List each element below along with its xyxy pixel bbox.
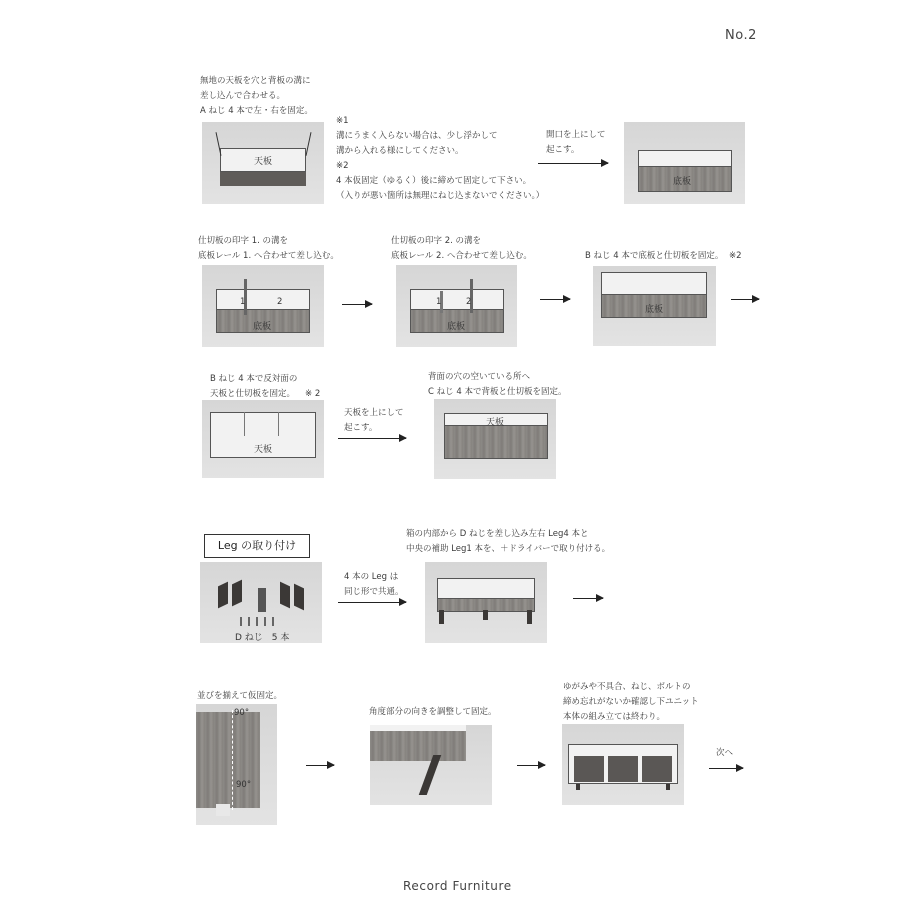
text-line: 本体の組み立ては終わり。 bbox=[563, 712, 666, 722]
page-number: No.2 bbox=[725, 28, 757, 43]
divider-line bbox=[244, 412, 245, 436]
step4-note: ※2 bbox=[729, 251, 742, 261]
finished-unit-photo bbox=[562, 724, 684, 805]
leg-part bbox=[280, 582, 290, 609]
next-label: 次へ bbox=[716, 748, 734, 758]
step5-text bbox=[210, 372, 297, 402]
brand-footer: Record Furniture bbox=[403, 879, 512, 893]
arrow-icon bbox=[573, 598, 603, 599]
screw bbox=[256, 617, 258, 626]
raise-line: 起こす。 bbox=[546, 145, 580, 155]
step1-instruction-line: A ねじ 4 本で左・右を固定。 bbox=[200, 106, 313, 116]
text-line: 底板レール 2. へ合わせて差し込む。 bbox=[391, 251, 532, 261]
leg-part bbox=[419, 755, 442, 795]
arrow-icon bbox=[306, 765, 334, 766]
align-photo bbox=[196, 704, 277, 825]
step1-photo bbox=[202, 122, 324, 204]
screw bbox=[264, 617, 266, 626]
step5-photo bbox=[202, 400, 324, 478]
note-line: 4 本の Leg は bbox=[344, 572, 399, 582]
compartment bbox=[642, 756, 672, 782]
step5-raise-text bbox=[344, 406, 404, 436]
rail-number-1: 1 bbox=[240, 297, 246, 307]
arrow-icon bbox=[517, 765, 545, 766]
text-line: 箱の内部から D ねじを差し込み左右 Leg4 本と bbox=[406, 529, 589, 539]
angle-top-label: 90° bbox=[234, 708, 250, 718]
finish-text bbox=[563, 680, 699, 725]
step3-text bbox=[391, 234, 532, 264]
step4-text: B ねじ 4 本で底板と仕切板を固定。 bbox=[585, 251, 724, 261]
note-line: 溝にうまく入らない場合は、少し浮かして bbox=[336, 131, 498, 141]
next-arrow-icon bbox=[709, 768, 743, 769]
bottom-panel-label: 底板 bbox=[447, 322, 466, 332]
arrow-marker bbox=[216, 132, 222, 156]
step2-photo-3 bbox=[593, 266, 716, 346]
text-line: 天板と仕切板を固定。 bbox=[210, 389, 296, 399]
leg-part bbox=[576, 784, 580, 790]
compartment bbox=[608, 756, 638, 782]
top-panel-label: 天板 bbox=[486, 418, 505, 428]
leg-part bbox=[666, 784, 670, 790]
adjust-photo bbox=[370, 725, 492, 805]
align-text: 並びを揃えて仮固定。 bbox=[197, 691, 283, 701]
divider-line bbox=[278, 412, 279, 436]
leg-part bbox=[258, 588, 266, 612]
arrow-marker bbox=[306, 132, 312, 156]
note-line: ※2 bbox=[336, 161, 349, 171]
legs-photo bbox=[200, 562, 322, 643]
arrow-icon bbox=[338, 602, 406, 603]
raise-line: 天板を上にして bbox=[344, 408, 404, 418]
rail-number-1: 1 bbox=[436, 297, 442, 307]
note-line: 溝から入れる様にしてください。 bbox=[336, 146, 464, 156]
leg-part bbox=[216, 804, 230, 816]
leg-part bbox=[439, 610, 444, 624]
text-line: C ねじ 4 本で背板と仕切板を固定。 bbox=[428, 387, 567, 397]
leg-part bbox=[483, 610, 488, 620]
arrow-icon bbox=[342, 304, 372, 305]
text-line: 底板レール 1. へ合わせて差し込む。 bbox=[198, 251, 339, 261]
step2-text bbox=[198, 234, 339, 264]
compartment bbox=[574, 756, 604, 782]
text-line: 仕切板の印字 1. の溝を bbox=[198, 236, 289, 246]
note-line: 同じ形で共通。 bbox=[344, 587, 404, 597]
step6-photo bbox=[434, 399, 556, 479]
side-panel bbox=[196, 712, 260, 808]
leg-attach-text bbox=[406, 527, 610, 557]
guide-line bbox=[232, 710, 233, 810]
rail-number-2: 2 bbox=[277, 297, 283, 307]
screw bbox=[240, 617, 242, 626]
bottom-panel-label: 底板 bbox=[253, 322, 272, 332]
leg-part bbox=[232, 580, 242, 607]
box-inside bbox=[601, 272, 707, 296]
step1-raise-text bbox=[546, 128, 606, 158]
text-line: 中央の補助 Leg1 本を、＋ドライバーで取り付ける。 bbox=[406, 544, 611, 554]
arrow-icon bbox=[731, 299, 759, 300]
text-line: ゆがみや不具合、ねじ、ボルトの bbox=[563, 682, 691, 692]
text-line: 背面の穴の空いている所へ bbox=[428, 372, 531, 382]
raise-line: 起こす。 bbox=[344, 423, 378, 433]
screw-caption: D ねじ 5 本 bbox=[235, 633, 290, 643]
screw bbox=[272, 617, 274, 626]
divider-panel bbox=[470, 279, 473, 313]
arrow-icon bbox=[338, 438, 406, 439]
text-line: 仕切板の印字 2. の溝を bbox=[391, 236, 482, 246]
box-opening bbox=[220, 172, 306, 186]
legs-note bbox=[344, 570, 404, 600]
box-inside bbox=[216, 289, 310, 311]
text-line: B ねじ 4 本で反対面の bbox=[210, 374, 298, 384]
step1-notes bbox=[336, 114, 544, 204]
arrow-icon bbox=[538, 163, 608, 164]
box-inside bbox=[437, 578, 535, 600]
top-panel-label: 天板 bbox=[254, 445, 273, 455]
bottom-panel-label: 底板 bbox=[645, 305, 664, 315]
step1-instruction bbox=[200, 74, 313, 119]
step6-text bbox=[428, 370, 566, 400]
leg-part bbox=[294, 584, 304, 611]
legs-attached-photo bbox=[425, 562, 547, 643]
adjust-text: 角度部分の向きを調整して固定。 bbox=[369, 707, 497, 717]
note-line: 4 本仮固定（ゆるく）後に締めて固定して下さい。 bbox=[336, 176, 532, 186]
step5-note: ※ 2 bbox=[305, 389, 321, 399]
back-panel bbox=[444, 425, 548, 459]
step1-result-photo bbox=[624, 122, 745, 204]
bottom-panel-label: 底板 bbox=[673, 177, 692, 187]
angle-bottom-label: 90° bbox=[236, 780, 252, 790]
step2-photo-2 bbox=[396, 265, 517, 347]
leg-section-title: Leg の取り付け bbox=[204, 534, 310, 558]
panel-edge bbox=[370, 725, 466, 731]
raise-line: 開口を上にして bbox=[546, 130, 606, 140]
step1-instruction-line: 差し込んで合わせる。 bbox=[200, 91, 286, 101]
note-line: （入りが悪い箇所は無理にねじ込まないでください。） bbox=[336, 191, 545, 201]
step2-photo-1 bbox=[202, 265, 324, 347]
top-panel-label: 天板 bbox=[254, 157, 273, 167]
arrow-icon bbox=[540, 299, 570, 300]
box-inside bbox=[410, 289, 504, 311]
leg-part bbox=[527, 610, 532, 624]
text-line: 締め忘れがないか確認し下ユニット bbox=[563, 697, 699, 707]
note-line: ※1 bbox=[336, 116, 349, 126]
screw bbox=[248, 617, 250, 626]
rail-number-2: 2 bbox=[466, 297, 472, 307]
step1-instruction-line: 無地の天板を穴と背板の溝に bbox=[200, 76, 311, 86]
leg-part bbox=[218, 582, 228, 609]
